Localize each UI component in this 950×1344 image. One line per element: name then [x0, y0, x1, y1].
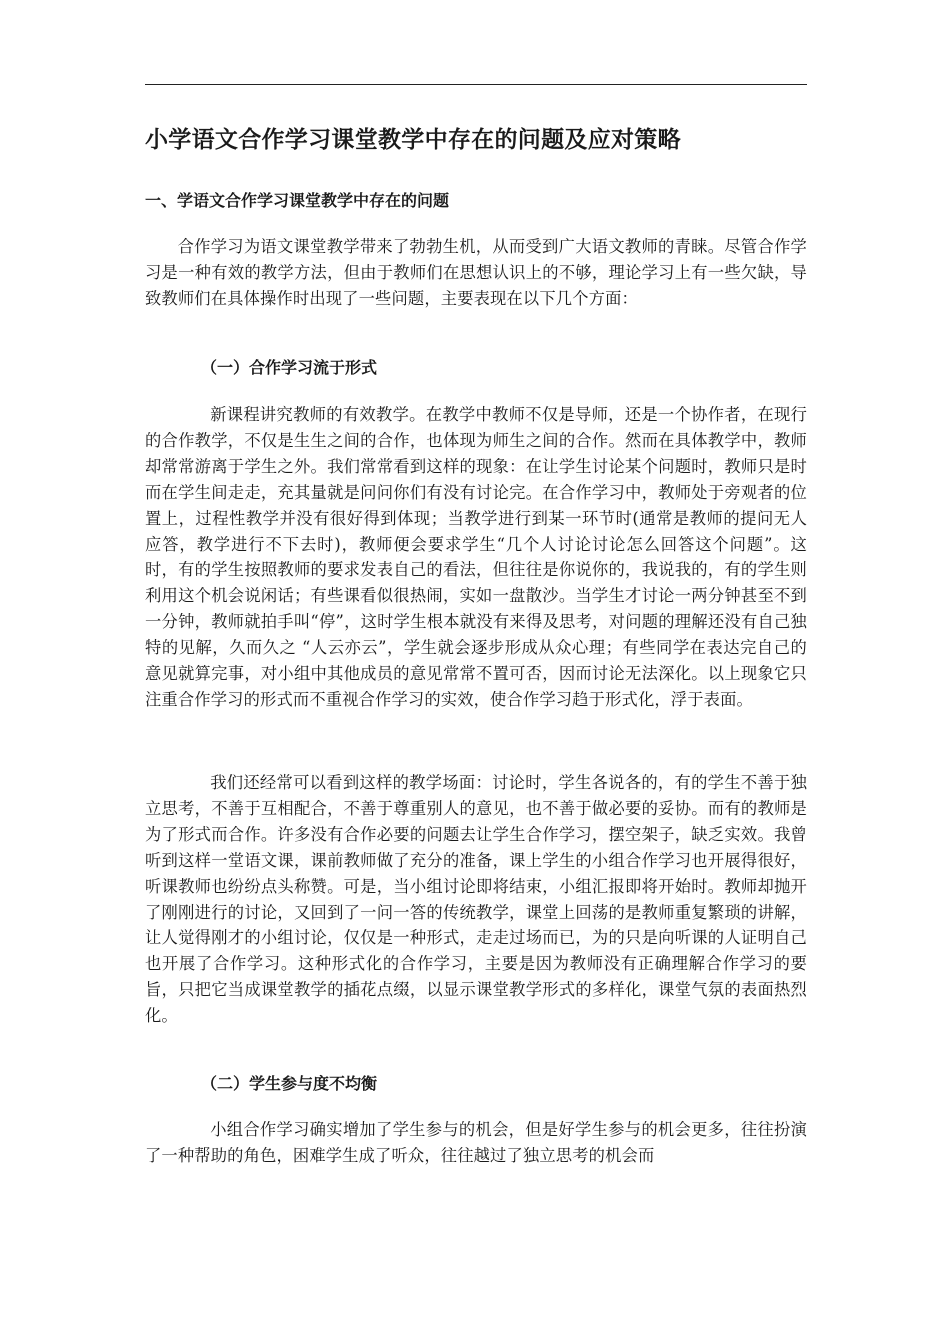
subsection-heading-2: （二）学生参与度不均衡 [201, 1074, 378, 1093]
header-rule [145, 84, 807, 85]
section-heading-1: 一、学语文合作学习课堂教学中存在的问题 [145, 191, 450, 210]
subsection-2-paragraph-1: 小组合作学习确实增加了学生参与的机会，但是好学生参与的机会更多，往往扮演了一种帮助的角色，困难学生成了听众，往往越过了独立思考的机会而 [145, 1120, 807, 1165]
subsection-1-paragraph-2: 我们还经常可以看到这样的教学场面：讨论时，学生各说各的，有的学生不善于独立思考，不善于互相配合，不善于尊重别人的意见，也不善于做必要的妥协。而有的教师是为了形式而合作。许多没有合作必要的问题去让学生合作学习，摆空架子，缺乏实效。我曾听到这样一堂语文课，课前教师做了充分的准备，课上学生的小组合作学习也开展得很好，听课教师也纷纷点头称赞。可是，当小组讨论即将结束，小组汇报即将开始时。教师却抛开了刚刚进行的讨论，又回到了一问一答的传统教学，课堂上回荡的是教师重复繁琐的讲解，让人觉得刚才的小组讨论，仅仅是一种形式，走走过场而已，为的只是向听课的人证明自己也开展了合作学习。这种形式化的合作学习，主要是因为教师没有正确理解合作学习的要旨，只把它当成课堂教学的插花点缀，以显示课堂教学形式的多样化，课堂气氛的表面热烈化。 [145, 773, 807, 1026]
section-1-intro-paragraph: 合作学习为语文课堂教学带来了勃勃生机，从而受到广大语文教师的青睐。尽管合作学习是一种有效的教学方法，但由于教师们在思想认识上的不够，理论学习上有一些欠缺，导致教师们在具体操作时出现了一些问题，主要表现在以下几个方面： [145, 237, 807, 308]
document-title: 小学语文合作学习课堂教学中存在的问题及应对策略 [145, 127, 681, 153]
subsection-1-paragraph-1: 新课程讲究教师的有效教学。在教学中教师不仅是导师，还是一个协作者，在现行的合作教学，不仅是生生之间的合作，也体现为师生之间的合作。然而在具体教学中，教师却常常游离于学生之外。我们常常看到这样的现象：在让学生讨论某个问题时，教师只是时而在学生间走走，充其量就是问问你们有没有讨论完。在合作学习中，教师处于旁观者的位置上，过程性教学并没有很好得到体现；当教学进行到某一环节时(通常是教师的提问无人应答，教学进行不下去时)，教师便会要求学生“几个人讨论讨论怎么回答这个问题”。这时，有的学生按照教师的要求发表自己的看法，但往往是你说你的，我说我的，有的学生则利用这个机会说闲话；有些课看似很热闹，实如一盘散沙。当学生才讨论一两分钟甚至不到一分钟，教师就拍手叫“停”，这时学生根本就没有来得及思考，对问题的理解还没有自己独特的见解，久而久之 “人云亦云”，学生就会逐步形成从众心理；有些同学在表达完自己的意见就算完事，对小组中其他成员的意见常常不置可否，因而讨论无法深化。以上现象它只注重合作学习的形式而不重视合作学习的实效，使合作学习趋于形式化，浮于表面。 [145, 405, 807, 709]
subsection-heading-1: （一）合作学习流于形式 [201, 358, 378, 377]
